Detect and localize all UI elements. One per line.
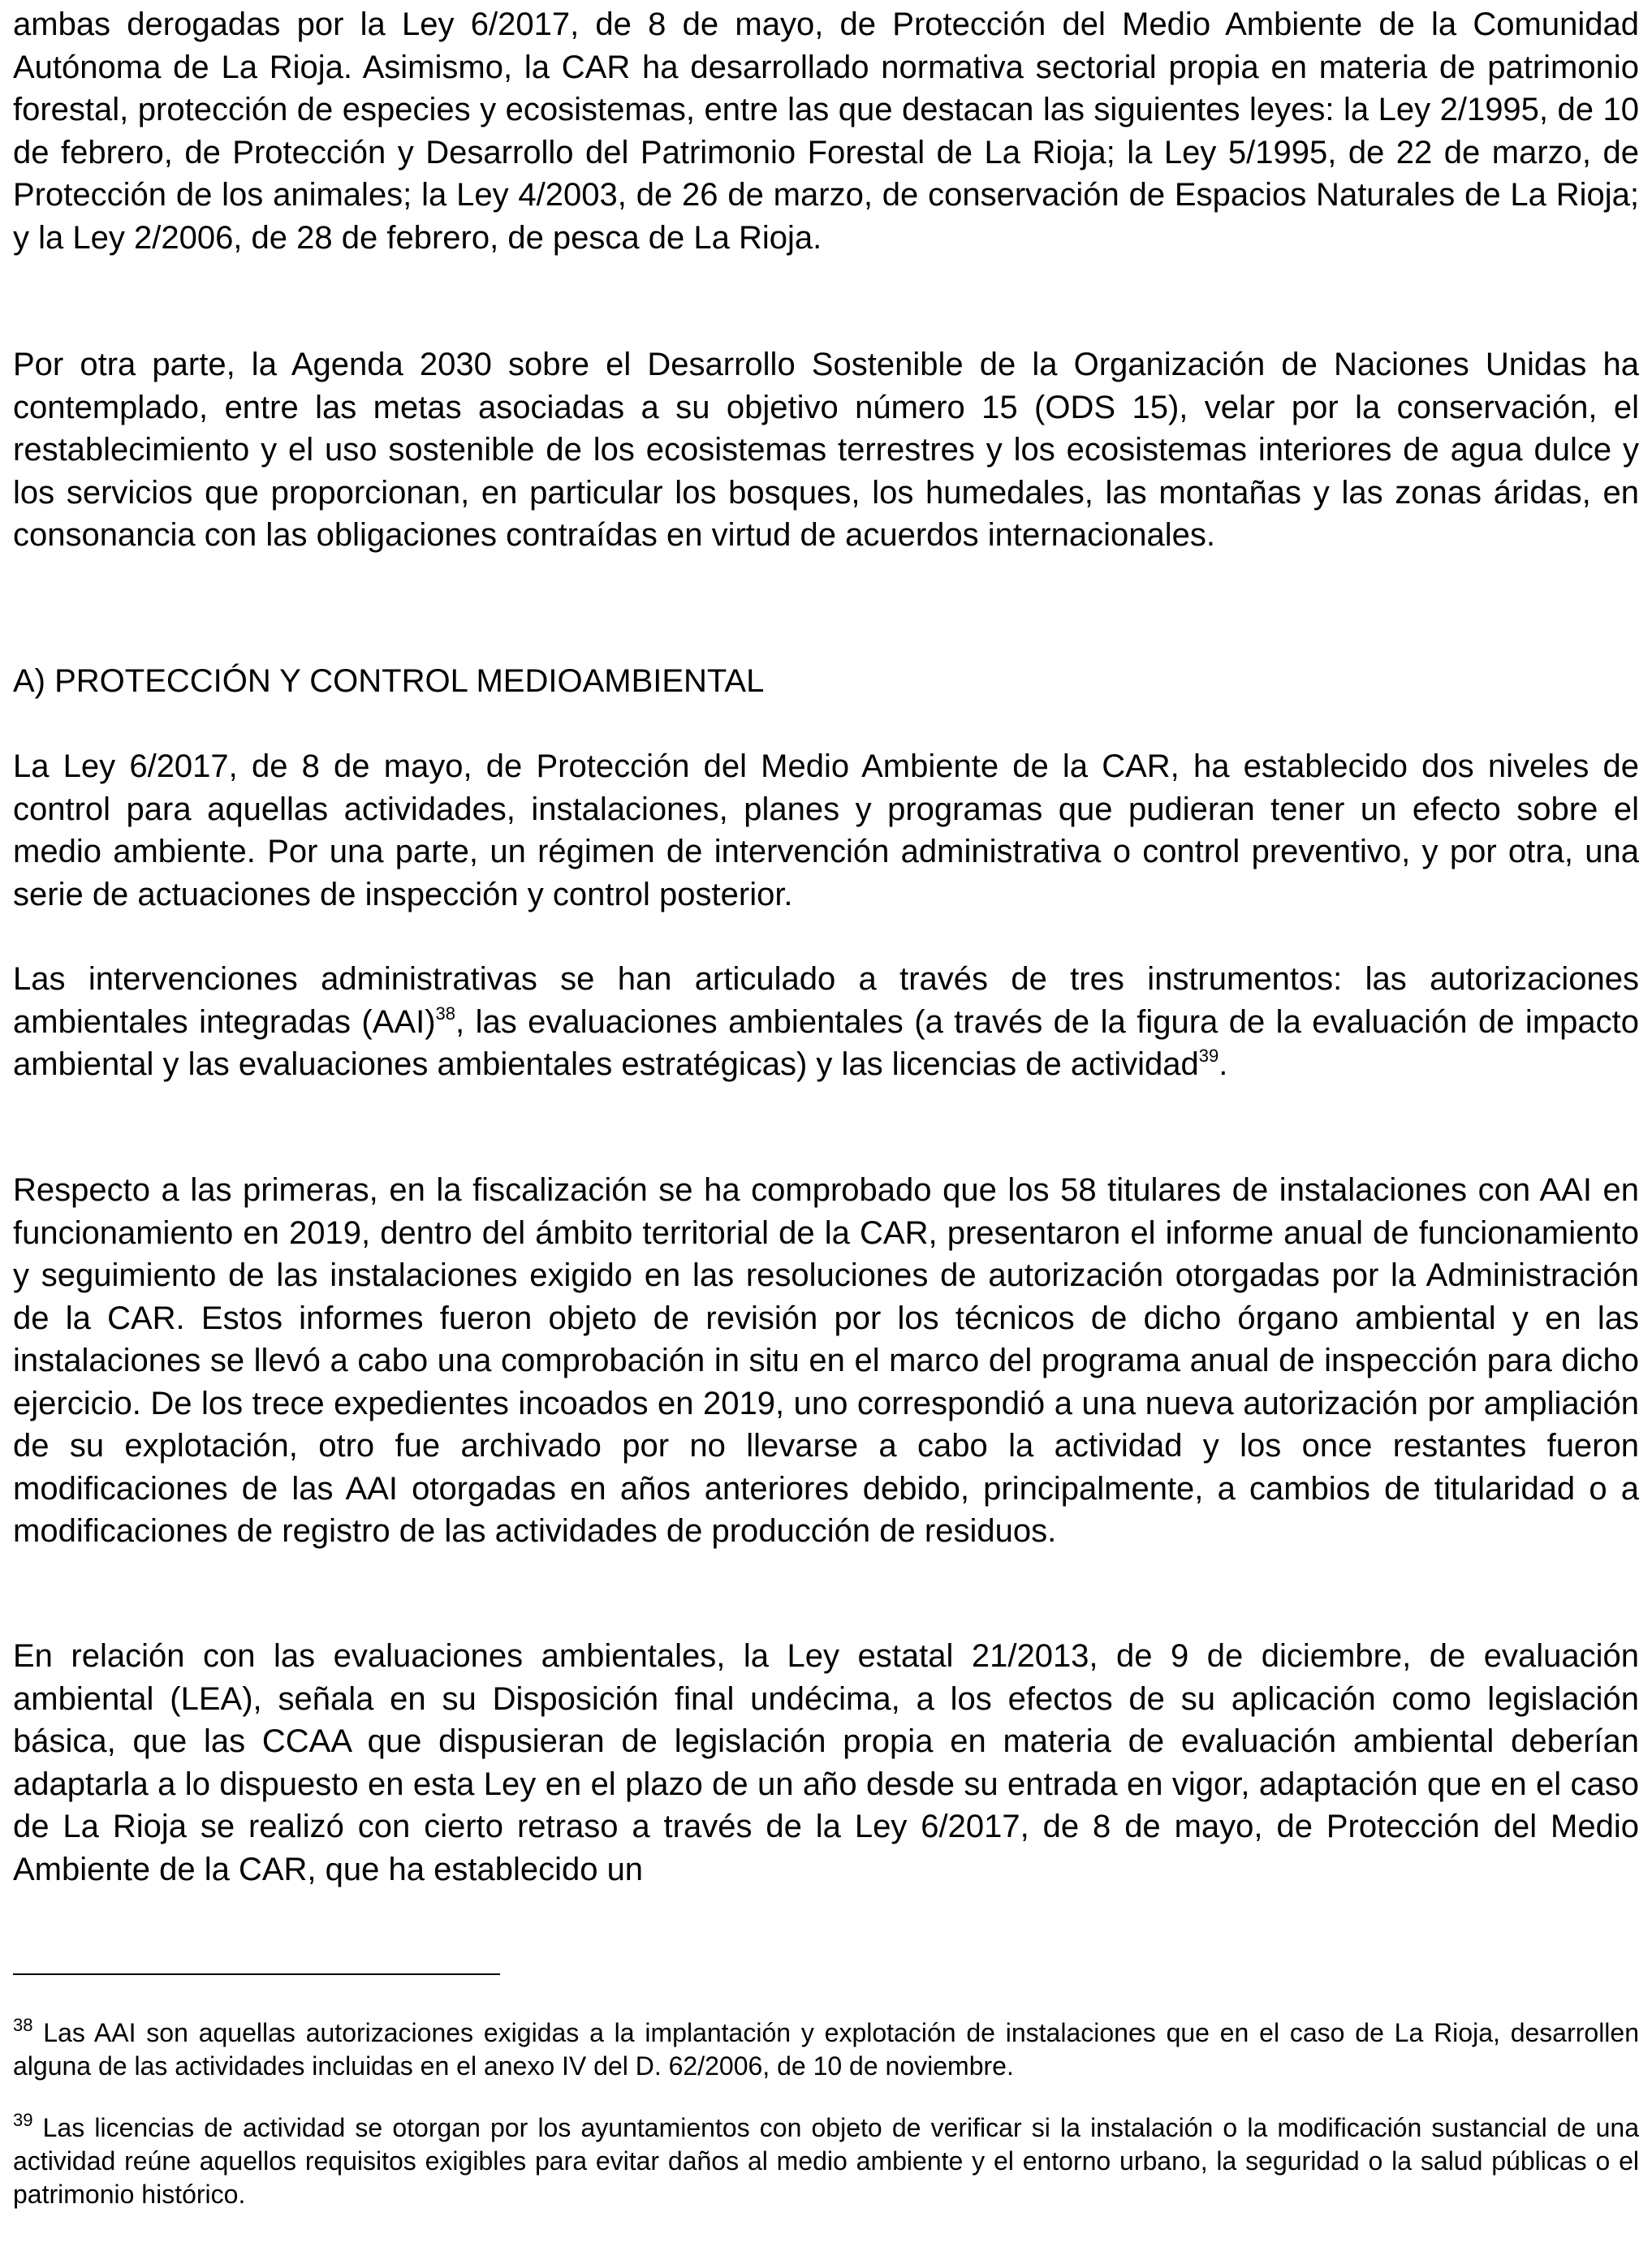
footnote-text: Las AAI son aquellas autorizaciones exigidas a la implantación y explotación de instalaciones que en el caso de La Rioja, desarrollen alguna de las actividades incluidas en el anexo IV del D. 62/2006, de 10 de noviembre. — [13, 2018, 1639, 2081]
paragraph-text: Las intervenciones administrativas se han articulado a través de tres instrumentos: las autorizaciones ambientales integradas (AAI) — [13, 961, 1639, 1040]
document-page — [13, 0, 1639, 2247]
footnote-number: 38 — [13, 2015, 33, 2035]
paragraph-environmental-evaluations: En relación con las evaluaciones ambientales, la Ley estatal 21/2013, de 9 de diciembre, de evaluación ambiental (LEA), señala en su Disposición final undécima, a los efectos de su aplicación como legislación básica, que las CCAA que dispusieran de legislación propia en materia de evaluación ambiental deberían adaptarla a lo dispuesto en esta Ley en el plazo de un año desde su entrada en vigor, adaptación que en el caso de La Rioja se realizó con cierto retraso a través de la Ley 6/2017, de 8 de mayo, de Protección del Medio Ambiente de la CAR, que ha establecido un — [13, 1638, 1639, 1887]
footnote-39 — [13, 2111, 1639, 2211]
footnote-ref-38[interactable]: 38 — [435, 1003, 455, 1024]
paragraph-text: , las evaluaciones ambientales (a través de la figura de la evaluación de impacto ambiental y las evaluaciones ambientales estratégicas) y las licencias de actividad — [13, 1003, 1639, 1082]
footnote-number: 39 — [13, 2110, 33, 2130]
footnote-38 — [13, 2016, 1639, 2083]
section-heading: A) PROTECCIÓN Y CONTROL MEDIOAMBIENTAL — [13, 663, 765, 699]
paragraph-instruments — [13, 958, 1639, 1086]
paragraph-control-levels: La Ley 6/2017, de 8 de mayo, de Protección del Medio Ambiente de la CAR, ha establecido dos niveles de control para aquellas actividades, instalaciones, planes y programas que pudieran tener un efecto sobre el medio ambiente. Por una parte, un régimen de intervención administrativa o control preventivo, y por otra, una serie de actuaciones de inspección y control posterior. — [13, 748, 1639, 912]
paragraph-legislation: ambas derogadas por la Ley 6/2017, de 8 de mayo, de Protección del Medio Ambiente de la Comunidad Autónoma de La Rioja. Asimismo, la CAR ha desarrollado normativa sectorial propia en materia de patrimonio forestal, protección de especies y ecosistemas, entre las que destacan las siguientes leyes: la Ley 2/1995, de 10 de febrero, de Protección y Desarrollo del Patrimonio Forestal de La Rioja; la Ley 5/1995, de 22 de marzo, de Protección de los animales; la Ley 4/2003, de 26 de marzo, de conservación de Espacios Naturales de La Rioja; y la Ley 2/2006, de 28 de febrero, de pesca de La Rioja. — [13, 6, 1639, 256]
footnote-text: Las licencias de actividad se otorgan por los ayuntamientos con objeto de verificar si la instalación o la modificación sustancial de una actividad reúne aquellos requisitos exigibles para evitar daños al medio ambiente y el entorno urbano, la seguridad o la salud públicas o el patrimonio histórico. — [13, 2113, 1639, 2209]
paragraph-text: . — [1219, 1046, 1228, 1082]
paragraph-agenda-2030: Por otra parte, la Agenda 2030 sobre el Desarrollo Sostenible de la Organización de Naciones Unidas ha contemplado, entre las metas asociadas a su objetivo número 15 (ODS 15), velar por la conservación, el restablecimiento y el uso sostenible de los ecosistemas terrestres y los ecosistemas interiores de agua dulce y los servicios que proporcionan, en particular los bosques, los humedales, las montañas y las zonas áridas, en consonancia con las obligaciones contraídas en virtud de acuerdos internacionales. — [13, 347, 1639, 553]
paragraph-aai-review: Respecto a las primeras, en la fiscalización se ha comprobado que los 58 titulares de instalaciones con AAI en funcionamiento en 2019, dentro del ámbito territorial de la CAR, presentaron el informe anual de funcionamiento y seguimiento de las instalaciones exigido en las resoluciones de autorización otorgadas por la Administración de la CAR. Estos informes fueron objeto de revisión por los técnicos de dicho órgano ambiental y en las instalaciones se llevó a cabo una comprobación in situ en el marco del programa anual de inspección para dicho ejercicio. De los trece expedientes incoados en 2019, uno correspondió a una nueva autorización por ampliación de su explotación, otro fue archivado por no llevarse a cabo la actividad y los once restantes fueron modificaciones de las AAI otorgadas en años anteriores debido, principalmente, a cambios de titularidad o a modificaciones de registro de las actividades de producción de residuos. — [13, 1172, 1639, 1549]
footnote-ref-39[interactable]: 39 — [1198, 1046, 1219, 1066]
footnote-separator — [13, 1973, 500, 1975]
